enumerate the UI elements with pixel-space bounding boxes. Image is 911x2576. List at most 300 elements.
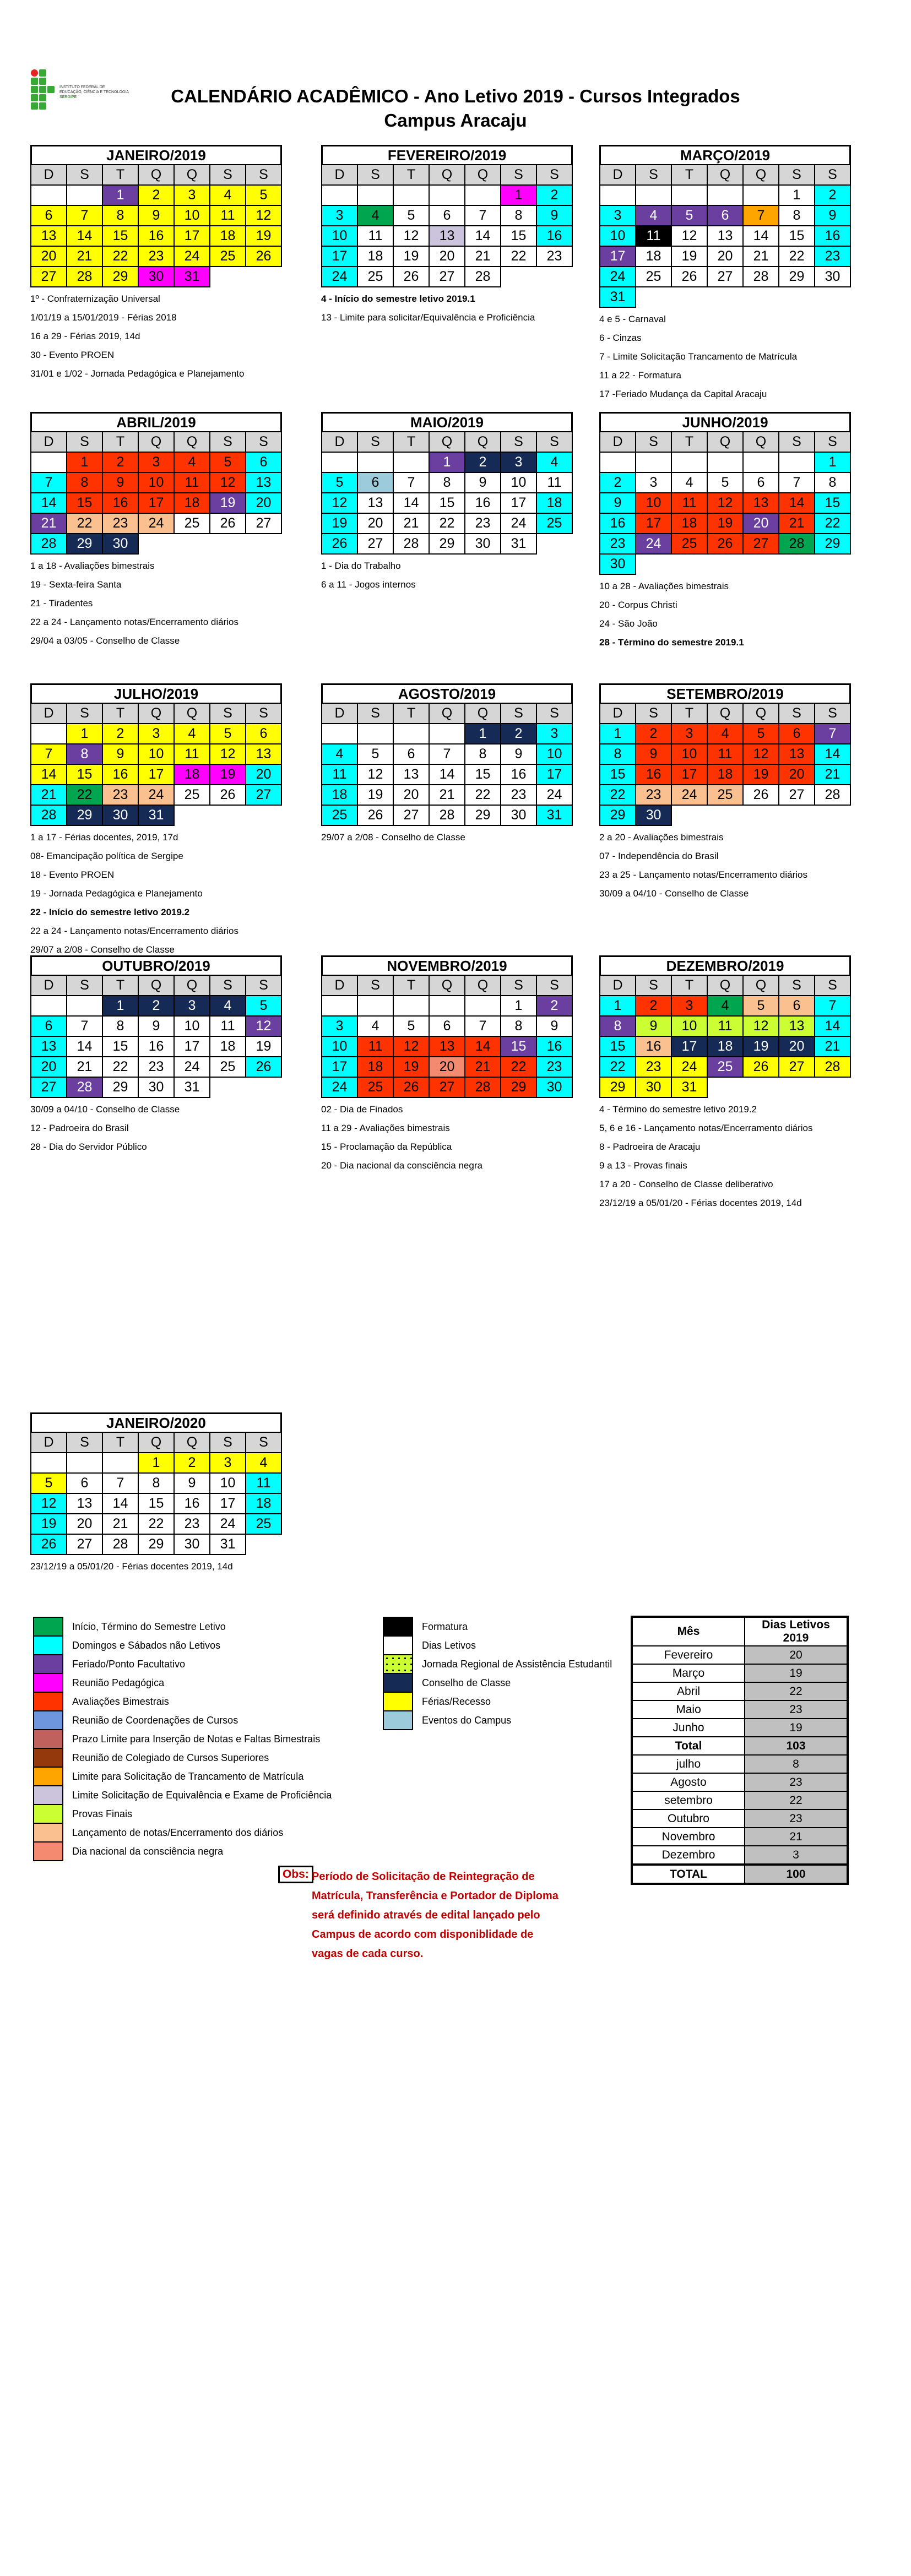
day-cell: 8: [599, 743, 636, 765]
day-cell: 1: [102, 184, 139, 206]
empty-day-cell: [393, 995, 430, 1017]
weekday-header-cell: T: [102, 975, 139, 996]
day-cell: 18: [245, 1493, 282, 1514]
mes-cell: Fevereiro: [632, 1646, 745, 1664]
day-cell: 20: [30, 1056, 67, 1078]
empty-day-cell: [30, 723, 67, 744]
week-row: [30, 1513, 284, 1535]
week-row: [599, 1056, 853, 1078]
day-cell: 5: [321, 472, 358, 493]
day-cell: 20: [357, 513, 394, 534]
week-row: [321, 743, 574, 765]
month-note: 12 - Padroeira do Brasil: [30, 1123, 129, 1133]
day-cell: 9: [464, 472, 501, 493]
month-notes: [30, 832, 284, 955]
month-note: 23 a 25 - Lançamento notas/Encerramento diários: [599, 869, 808, 880]
weekday-header-cell: S: [635, 431, 672, 453]
weekday-header-cell: S: [209, 1432, 246, 1453]
day-cell: 2: [102, 452, 139, 473]
week-row: [321, 266, 574, 287]
day-cell: 28: [464, 1077, 501, 1098]
day-cell: 8: [778, 205, 815, 226]
weekday-header-cell: Q: [707, 431, 744, 453]
day-cell: 18: [321, 784, 358, 806]
day-cell: 4: [357, 205, 394, 226]
empty-day-cell: [357, 452, 394, 473]
month-title: ABRIL/2019: [30, 412, 282, 433]
day-cell: 21: [814, 1036, 851, 1057]
week-row: [599, 1036, 853, 1057]
weekday-header-cell: S: [245, 975, 282, 996]
day-cell: 7: [742, 205, 779, 226]
month-note: 30 - Evento PROEN: [30, 350, 115, 360]
weekday-header-cell: D: [30, 1432, 67, 1453]
day-cell: 1: [66, 452, 103, 473]
day-cell: 2: [173, 1452, 210, 1474]
day-cell: 18: [635, 246, 672, 267]
day-cell: 15: [500, 1036, 537, 1057]
day-cell: 21: [742, 246, 779, 267]
week-row: [30, 1036, 284, 1057]
week-row: [321, 533, 574, 555]
legend-label: Limite Solicitação de Equivalência e Exame de Proficiência: [72, 1789, 332, 1801]
day-cell: 1: [814, 452, 851, 473]
day-cell: 8: [500, 205, 537, 226]
day-cell: 17: [500, 492, 537, 514]
month-calendar-julho-2019: [30, 683, 284, 963]
day-cell: 10: [599, 225, 636, 247]
month-calendar-abril-2019: [30, 412, 284, 654]
day-cell: 13: [778, 1015, 815, 1037]
month-note: 22 a 24 - Lançamento notas/Encerramento diários: [30, 926, 239, 936]
day-cell: 23: [102, 784, 139, 806]
day-cell: 5: [245, 184, 282, 206]
day-cell: 24: [321, 1077, 358, 1098]
day-cell: 27: [778, 1056, 815, 1078]
day-cell: 30: [599, 553, 636, 575]
week-row: [30, 1056, 284, 1078]
month-note: 4 - Término do semestre letivo 2019.2: [599, 1104, 757, 1115]
day-cell: 9: [500, 743, 537, 765]
day-cell: 13: [245, 743, 282, 765]
weekday-header-cell: T: [671, 164, 708, 186]
day-cell: 12: [742, 743, 779, 765]
week-row: [30, 472, 284, 493]
day-cell: 10: [138, 472, 175, 493]
day-cell: 12: [742, 1015, 779, 1037]
week-row: [599, 723, 853, 744]
weekday-header-cell: Q: [707, 975, 744, 996]
weekday-header-cell: S: [209, 164, 246, 186]
dias-cell: 20: [745, 1646, 848, 1664]
week-row: [321, 1056, 574, 1078]
week-row: [321, 1015, 574, 1037]
day-cell: 3: [635, 472, 672, 493]
dias-letivos-row: [632, 1791, 848, 1809]
day-cell: 27: [429, 1077, 465, 1098]
day-cell: 30: [464, 533, 501, 555]
legend-swatch-cornflower: [33, 1710, 63, 1730]
weekday-header-cell: S: [245, 703, 282, 724]
day-cell: 4: [707, 995, 744, 1017]
weekday-header-cell: S: [66, 431, 103, 453]
day-cell: 26: [393, 1077, 430, 1098]
month-note: 4 - Início do semestre letivo 2019.1: [321, 294, 475, 304]
day-cell: 6: [30, 205, 67, 226]
day-cell: 27: [393, 805, 430, 826]
day-cell: 29: [778, 266, 815, 287]
day-cell: 22: [599, 784, 636, 806]
weekday-header-cell: Q: [707, 164, 744, 186]
month-calendar-janeiro-2019: [30, 145, 284, 387]
day-cell: 29: [66, 805, 103, 826]
day-cell: 11: [635, 225, 672, 247]
legend-column-2: [383, 1618, 612, 1730]
day-cell: 29: [66, 533, 103, 555]
day-cell: 11: [357, 225, 394, 247]
empty-day-cell: [635, 452, 672, 473]
day-cell: 22: [599, 1056, 636, 1078]
weekday-header-row: [599, 975, 853, 996]
day-cell: 19: [393, 246, 430, 267]
day-cell: 1: [429, 452, 465, 473]
day-cell: 7: [814, 995, 851, 1017]
month-note: 23/12/19 a 05/01/20 - Férias docentes 2019, 14d: [30, 1561, 233, 1572]
mes-cell: Outubro: [632, 1809, 745, 1828]
day-cell: 5: [393, 205, 430, 226]
day-cell: 11: [357, 1036, 394, 1057]
day-cell: 17: [209, 1493, 246, 1514]
month-note: 10 a 28 - Avaliações bimestrais: [599, 581, 729, 591]
month-notes: [599, 314, 853, 399]
month-grid: [321, 164, 574, 287]
week-row: [30, 723, 284, 744]
day-cell: 8: [66, 743, 103, 765]
dias-letivos-row: [632, 1865, 848, 1884]
day-cell: 16: [464, 492, 501, 514]
dias-cell: 23: [745, 1809, 848, 1828]
month-calendar-mar-o-2019: [599, 145, 853, 407]
day-cell: 19: [671, 246, 708, 267]
weekday-header-cell: S: [245, 1432, 282, 1453]
day-cell: 16: [536, 225, 573, 247]
dias-letivos-row: [632, 1682, 848, 1700]
month-note: 2 a 20 - Avaliações bimestrais: [599, 832, 724, 843]
day-cell: 7: [393, 472, 430, 493]
day-cell: 11: [245, 1472, 282, 1494]
day-cell: 17: [138, 764, 175, 785]
day-cell: 25: [209, 1056, 246, 1078]
legend-row: [33, 1635, 332, 1655]
month-note: 1º - Confraternização Universal: [30, 294, 160, 304]
month-grid: [30, 164, 284, 287]
week-row: [321, 995, 574, 1017]
day-cell: 21: [464, 1056, 501, 1078]
day-cell: 12: [707, 492, 744, 514]
day-cell: 11: [707, 1015, 744, 1037]
day-cell: 27: [357, 533, 394, 555]
weekday-header-cell: S: [245, 164, 282, 186]
day-cell: 26: [30, 1534, 67, 1555]
week-row: [321, 723, 574, 744]
weekday-header-cell: Q: [173, 975, 210, 996]
week-row: [321, 492, 574, 514]
week-row: [599, 784, 853, 806]
dias-cell: 19: [745, 1664, 848, 1682]
day-cell: 13: [707, 225, 744, 247]
day-cell: 28: [30, 533, 67, 555]
week-row: [599, 743, 853, 765]
day-cell: 17: [321, 246, 358, 267]
month-grid: [321, 975, 574, 1098]
day-cell: 26: [209, 784, 246, 806]
empty-day-cell: [321, 995, 358, 1017]
weekday-header-row: [321, 703, 574, 724]
obs-text: Período de Solicitação de Reintegração de Matrícula, Transferência e Portador de Diploma será definido através de edital lançado pelo Campus de acordo com disponiblidade de vagas de cada curso.: [312, 1871, 558, 1960]
week-row: [599, 764, 853, 785]
month-title: MARÇO/2019: [599, 145, 851, 166]
mes-header: Mês: [632, 1617, 745, 1646]
mes-cell: setembro: [632, 1791, 745, 1809]
dias-cell: 103: [745, 1737, 848, 1755]
mes-cell: Novembro: [632, 1828, 745, 1846]
day-cell: 25: [357, 266, 394, 287]
weekday-header-cell: S: [635, 703, 672, 724]
weekday-header-row: [599, 164, 853, 186]
day-cell: 8: [102, 1015, 139, 1037]
day-cell: 25: [209, 246, 246, 267]
month-note: 6 - Cinzas: [599, 333, 642, 343]
day-cell: 31: [500, 533, 537, 555]
dias-cell: 22: [745, 1682, 848, 1700]
month-calendar-novembro-2019: [321, 955, 574, 1179]
day-cell: 17: [671, 764, 708, 785]
weekday-header-cell: S: [500, 431, 537, 453]
day-cell: 30: [138, 266, 175, 287]
legend-row: [33, 1654, 332, 1674]
weekday-header-cell: D: [30, 164, 67, 186]
day-cell: 28: [102, 1534, 139, 1555]
day-cell: 28: [814, 1056, 851, 1078]
day-cell: 13: [429, 1036, 465, 1057]
legend-row: [383, 1654, 612, 1674]
day-cell: 20: [778, 764, 815, 785]
empty-day-cell: [30, 995, 67, 1017]
day-cell: 16: [138, 225, 175, 247]
weekday-header-cell: Q: [173, 164, 210, 186]
week-row: [599, 472, 853, 493]
day-cell: 23: [138, 246, 175, 267]
empty-day-cell: [429, 184, 465, 206]
day-cell: 19: [209, 764, 246, 785]
day-cell: 16: [599, 513, 636, 534]
month-calendar-janeiro-2020: [30, 1412, 284, 1580]
day-cell: 26: [742, 1056, 779, 1078]
day-cell: 1: [500, 184, 537, 206]
month-calendar-fevereiro-2019: [321, 145, 574, 331]
day-cell: 14: [393, 492, 430, 514]
weekday-header-cell: Q: [742, 703, 779, 724]
day-cell: 16: [536, 1036, 573, 1057]
legend-swatch-red: [33, 1692, 63, 1711]
month-note: 24 - São João: [599, 618, 658, 629]
weekday-header-cell: Q: [742, 431, 779, 453]
month-notes: [30, 561, 284, 646]
dias-cell: 23: [745, 1700, 848, 1719]
day-cell: 29: [599, 805, 636, 826]
week-row: [30, 1534, 284, 1555]
day-cell: 17: [599, 246, 636, 267]
day-cell: 5: [209, 452, 246, 473]
empty-day-cell: [671, 184, 708, 206]
day-cell: 4: [536, 452, 573, 473]
day-cell: 1: [500, 995, 537, 1017]
day-cell: 10: [536, 743, 573, 765]
day-cell: 9: [102, 743, 139, 765]
day-cell: 5: [742, 723, 779, 744]
weekday-header-cell: Q: [173, 703, 210, 724]
dias-letivos-row: [632, 1773, 848, 1791]
day-cell: 7: [66, 1015, 103, 1037]
day-cell: 15: [66, 764, 103, 785]
day-cell: 9: [599, 492, 636, 514]
legend-swatch-purple: [33, 1654, 63, 1674]
empty-day-cell: [357, 995, 394, 1017]
month-grid: [30, 975, 284, 1098]
day-cell: 15: [102, 1036, 139, 1057]
weekday-header-cell: S: [357, 703, 394, 724]
day-cell: 7: [464, 205, 501, 226]
day-cell: 7: [102, 1472, 139, 1494]
day-cell: 19: [357, 784, 394, 806]
mes-cell: Dezembro: [632, 1846, 745, 1865]
month-note: 7 - Limite Solicitação Trancamento de Matrícula: [599, 351, 798, 362]
month-note: 1/01/19 a 15/01/2019 - Férias 2018: [30, 312, 177, 323]
day-cell: 15: [66, 492, 103, 514]
logo-line3: SERGIPE: [59, 95, 77, 99]
day-cell: 14: [814, 1015, 851, 1037]
month-grid: [30, 431, 284, 555]
legend-label: Dia nacional da consciência negra: [72, 1845, 224, 1857]
week-row: [321, 246, 574, 267]
month-grid: [599, 975, 853, 1098]
empty-day-cell: [599, 452, 636, 473]
month-calendar-agosto-2019: [321, 683, 574, 851]
month-notes: [599, 1104, 853, 1208]
day-cell: 4: [173, 452, 210, 473]
weekday-header-cell: S: [357, 164, 394, 186]
weekday-header-cell: Q: [464, 431, 501, 453]
day-cell: 6: [245, 723, 282, 744]
legend-swatch-white: [383, 1635, 413, 1655]
month-notes: [599, 581, 853, 648]
day-cell: 30: [635, 805, 672, 826]
weekday-header-cell: S: [357, 975, 394, 996]
day-cell: 23: [138, 1056, 175, 1078]
month-notes: [321, 1104, 574, 1171]
day-cell: 12: [245, 205, 282, 226]
empty-day-cell: [599, 184, 636, 206]
month-title: MAIO/2019: [321, 412, 573, 433]
day-cell: 24: [500, 513, 537, 534]
legend-row: [33, 1673, 332, 1693]
weekday-header-row: [321, 975, 574, 996]
weekday-header-cell: T: [393, 164, 430, 186]
mes-cell: Agosto: [632, 1773, 745, 1791]
day-cell: 29: [102, 1077, 139, 1098]
week-row: [30, 266, 284, 287]
day-cell: 25: [671, 533, 708, 555]
day-cell: 17: [635, 513, 672, 534]
weekday-header-cell: Q: [429, 975, 465, 996]
weekday-header-cell: Q: [138, 431, 175, 453]
legend-column-1: [33, 1618, 332, 1861]
week-row: [599, 492, 853, 514]
day-cell: 23: [635, 784, 672, 806]
day-cell: 17: [173, 1036, 210, 1057]
week-row: [30, 225, 284, 247]
month-notes: [321, 561, 574, 590]
weekday-header-row: [30, 975, 284, 996]
day-cell: 28: [742, 266, 779, 287]
empty-day-cell: [742, 184, 779, 206]
day-cell: 27: [245, 513, 282, 534]
day-cell: 22: [778, 246, 815, 267]
day-cell: 8: [814, 472, 851, 493]
day-cell: 5: [707, 472, 744, 493]
day-cell: 20: [742, 513, 779, 534]
day-cell: 20: [778, 1036, 815, 1057]
month-note: 02 - Dia de Finados: [321, 1104, 403, 1115]
day-cell: 17: [173, 225, 210, 247]
day-cell: 13: [357, 492, 394, 514]
day-cell: 27: [778, 784, 815, 806]
day-cell: 15: [778, 225, 815, 247]
day-cell: 9: [635, 1015, 672, 1037]
day-cell: 19: [742, 1036, 779, 1057]
day-cell: 13: [66, 1493, 103, 1514]
day-cell: 14: [102, 1493, 139, 1514]
day-cell: 7: [66, 205, 103, 226]
day-cell: 29: [429, 533, 465, 555]
weekday-header-cell: S: [778, 164, 815, 186]
weekday-header-cell: Q: [138, 975, 175, 996]
legend-label: Reunião de Colegiado de Cursos Superiores: [72, 1752, 269, 1763]
weekday-header-row: [30, 164, 284, 186]
day-cell: 28: [464, 266, 501, 287]
day-cell: 27: [30, 266, 67, 287]
month-note: 13 - Limite para solicitar/Equivalência e Proficiência: [321, 312, 535, 323]
week-row: [30, 513, 284, 534]
day-cell: 27: [429, 266, 465, 287]
day-cell: 5: [30, 1472, 67, 1494]
page-title: CALENDÁRIO ACADÊMICO - Ano Letivo 2019 - Cursos Integrados: [171, 86, 740, 106]
weekday-header-row: [30, 703, 284, 724]
month-grid: [321, 703, 574, 826]
weekday-header-cell: S: [500, 975, 537, 996]
weekday-header-row: [321, 164, 574, 186]
day-cell: 6: [429, 205, 465, 226]
week-row: [30, 764, 284, 785]
day-cell: 11: [671, 492, 708, 514]
empty-day-cell: [30, 1452, 67, 1474]
day-cell: 2: [138, 995, 175, 1017]
week-row: [599, 286, 853, 308]
weekday-header-cell: T: [671, 703, 708, 724]
day-cell: 19: [393, 1056, 430, 1078]
day-cell: 22: [500, 1056, 537, 1078]
day-cell: 12: [209, 743, 246, 765]
